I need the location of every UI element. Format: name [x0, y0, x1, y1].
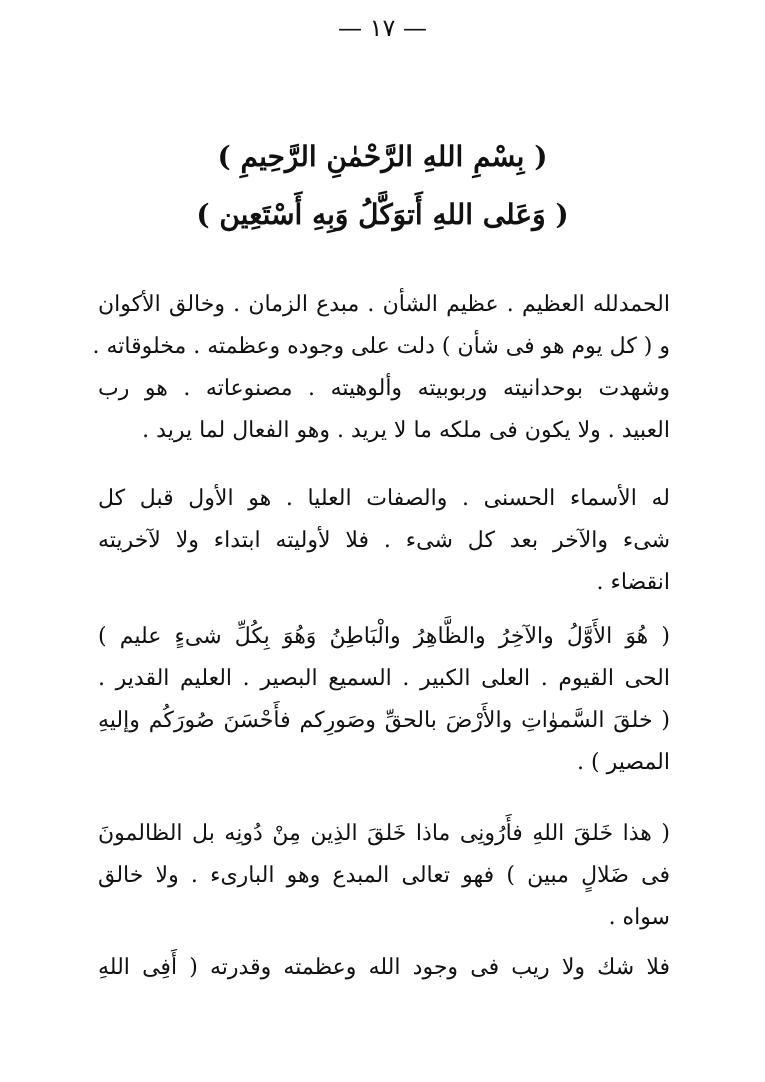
text-line: العبيد . ولا يكون فى ملكه ما لا يريد . وهو الفعال لما يريد .	[142, 418, 670, 443]
text-line: سواه .	[608, 905, 670, 930]
paragraph-names	[98, 478, 670, 604]
text-line: ( هُوَ الأَوَّلُ والآخِرُ والظَّاهِرُ والْبَاطِنُ وَهُوَ بِكُلِّ شىءٍ عليم )	[98, 624, 670, 649]
text-line: انقضاء .	[596, 570, 670, 595]
text-line: فلا شك ولا ريب فى وجود الله وعظمته وقدرته ( أَفِى اللهِ	[98, 955, 670, 980]
text-line: فى ضَلالٍ مبين ) فهو تعالى المبدع وهو البارىء . ولا خالق	[98, 863, 670, 888]
text-line: شىء والآخر بعد كل شىء . فلا لأوليته ابتداء ولا لآخريته	[98, 528, 670, 553]
text-line: الحى القيوم . العلى الكبير . السميع البصير . العليم القدير .	[98, 666, 670, 691]
text-line: له الأسماء الحسنى . والصفات العليا . هو الأول قبل كل	[98, 486, 670, 511]
paragraph-no-doubt	[98, 947, 670, 989]
text-line: ( خلقَ السَّموٰاتِ والأَرْضَ بالحقِّ وصَورِكم فأَحْسَنَ صُورَكُم وإليهِ	[98, 708, 670, 733]
text-line: وشهدت بوحدانيته وربوبيته وألوهيته . مصنوعاته . هو رب	[98, 376, 670, 401]
tawakkul-heading: ( وَعَلى اللهِ أَتوَكَّلُ وَبِهِ أَسْتَعِين )	[196, 198, 569, 231]
paragraph-verse-first-last	[98, 616, 670, 784]
text-line: ( هذا خَلقَ اللهِ فأَرُونِى ماذا خَلقَ الذِين مِنْ دُونِه بل الظالمونَ	[98, 821, 670, 846]
page-number: — ١٧ —	[337, 14, 428, 42]
paragraph-creation-verse	[98, 813, 670, 939]
paragraph-praise	[92, 284, 670, 452]
text-line: المصير ) .	[577, 750, 670, 775]
basmala-heading: ( بِسْمِ اللهِ الرَّحْمٰنِ الرَّحِيمِ )	[217, 140, 548, 173]
text-line: و ( كل يوم هو فى شأن ) دلت على وجوده وعظمته . مخلوقاته .	[92, 334, 670, 359]
text-line: الحمدلله العظيم . عظيم الشأن . مبدع الزمان . وخالق الأكوان	[98, 292, 670, 317]
